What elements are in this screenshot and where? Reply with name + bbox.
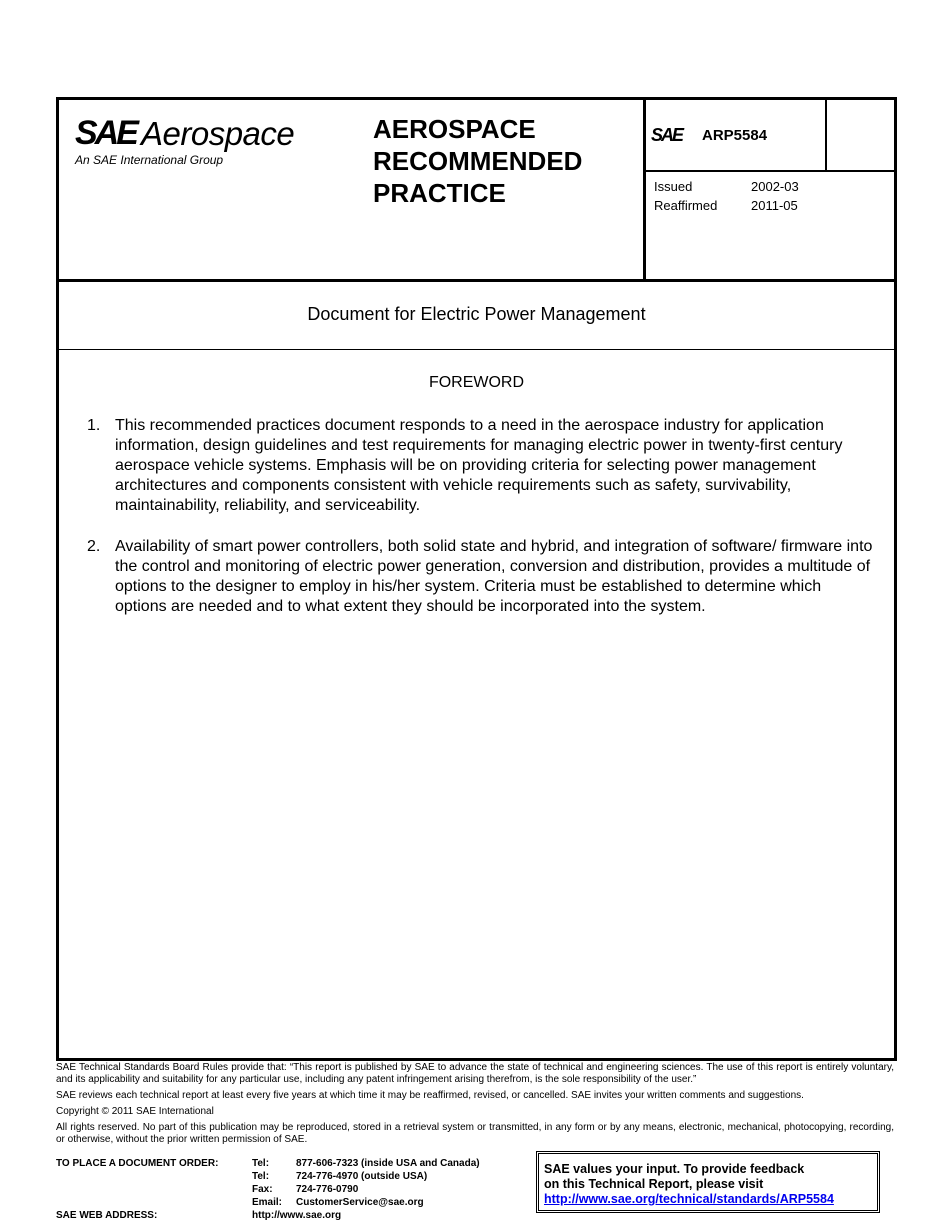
date-label: Issued bbox=[654, 179, 693, 194]
web-address-label: SAE WEB ADDRESS: bbox=[56, 1210, 158, 1221]
contact-list bbox=[252, 1157, 480, 1209]
foreword-heading: FOREWORD bbox=[428, 374, 525, 391]
date-row-issued bbox=[654, 177, 799, 196]
contact-key: Email: bbox=[252, 1197, 283, 1208]
feedback-line: on this Technical Report, please visit bbox=[544, 1177, 764, 1191]
paragraph-number: 1. bbox=[87, 417, 101, 434]
contact-email[interactable]: CustomerService@sae.org bbox=[296, 1197, 424, 1208]
number-box-vertical bbox=[825, 100, 827, 171]
doc-type-line: RECOMMENDED bbox=[373, 146, 583, 176]
feedback-link[interactable]: http://www.sae.org/technical/standards/ARP5584 bbox=[544, 1192, 834, 1206]
contact-row bbox=[252, 1196, 480, 1209]
date-label: Reaffirmed bbox=[654, 198, 718, 213]
contact-row bbox=[252, 1157, 480, 1170]
date-value: 2011-05 bbox=[751, 198, 798, 213]
contact-value: 877-606-7323 (inside USA and Canada) bbox=[296, 1158, 480, 1169]
copyright-notice: Copyright © 2011 SAE International bbox=[56, 1106, 214, 1117]
logo-name: Aerospace bbox=[141, 115, 295, 152]
logo-brand: SAE bbox=[75, 114, 136, 152]
title-divider bbox=[59, 349, 894, 350]
paragraph-text: Availability of smart power controllers, both solid state and hybrid, and integration of software/ firmware into the control and monitoring of electric power generation, conversion and distribution, provides a multitude of options to the designer to employ in his/her system. Criteria must be established to determine which options are needed and to what extent they should be incorporated into the system. bbox=[115, 538, 873, 615]
contact-value: 724-776-4970 (outside USA) bbox=[296, 1171, 428, 1182]
contact-row bbox=[252, 1170, 480, 1183]
document-title: Document for Electric Power Management bbox=[307, 304, 646, 324]
legal-footer bbox=[56, 1062, 894, 1150]
paragraph-number: 2. bbox=[87, 538, 101, 555]
feedback-line: SAE values your input. To provide feedback bbox=[544, 1162, 805, 1176]
date-row-reaffirmed bbox=[654, 196, 799, 215]
feedback-box bbox=[536, 1151, 880, 1213]
document-dates bbox=[654, 177, 799, 215]
feedback-text bbox=[544, 1162, 834, 1207]
web-address-link[interactable]: http://www.sae.org bbox=[252, 1210, 342, 1221]
rights-notice: All rights reserved. No part of this publication may be reproduced, stored in a retrieval system or transmitted, in any form or by any means, electronic, mechanical, photocopying, recording, or otherwise, without the prior written permission of SAE. bbox=[56, 1122, 894, 1145]
order-label: TO PLACE A DOCUMENT ORDER: bbox=[56, 1158, 219, 1169]
header-divider bbox=[59, 279, 894, 282]
document-type bbox=[373, 113, 582, 209]
sae-aerospace-logo bbox=[75, 116, 315, 168]
doc-type-line: AEROSPACE bbox=[373, 114, 536, 144]
header-divider-vertical bbox=[643, 100, 646, 281]
foreword-paragraph bbox=[87, 416, 875, 516]
logo-tagline: An SAE International Group bbox=[75, 153, 224, 167]
foreword-paragraph bbox=[87, 537, 875, 617]
document-number: ARP5584 bbox=[702, 127, 768, 144]
contact-key: Tel: bbox=[252, 1158, 270, 1169]
contact-row bbox=[252, 1183, 480, 1196]
review-notice: SAE reviews each technical report at least every five years at which time it may be reaffirmed, revised, or cancelled. SAE invites your written comments and suggestions. bbox=[56, 1090, 804, 1101]
date-value: 2002-03 bbox=[751, 179, 799, 194]
rules-notice: SAE Technical Standards Board Rules provide that: “This report is published by SAE to advance the state of technical and engineering sciences. The use of this report is entirely voluntary, and its applicability and suitability for any particular use, including any patent infringement arising therefrom, is the sole responsibility of the user.” bbox=[56, 1062, 894, 1085]
doc-type-line: PRACTICE bbox=[373, 178, 506, 208]
paragraph-text: This recommended practices document responds to a need in the aerospace industry for application information, design guidelines and test requirements for managing electric power in twenty-first century aerospace vehicle systems. Emphasis will be on providing criteria for selecting power management architectures and components consistent with vehicle requirements such as safety, survivability, maintainability, reliability, and serviceability. bbox=[115, 417, 843, 514]
contact-value: 724-776-0790 bbox=[296, 1184, 359, 1195]
contact-key: Fax: bbox=[252, 1184, 273, 1195]
sae-small-logo: SAE bbox=[651, 125, 683, 145]
document-frame bbox=[56, 97, 897, 1061]
number-box-divider bbox=[645, 170, 894, 172]
contact-key: Tel: bbox=[252, 1171, 270, 1182]
